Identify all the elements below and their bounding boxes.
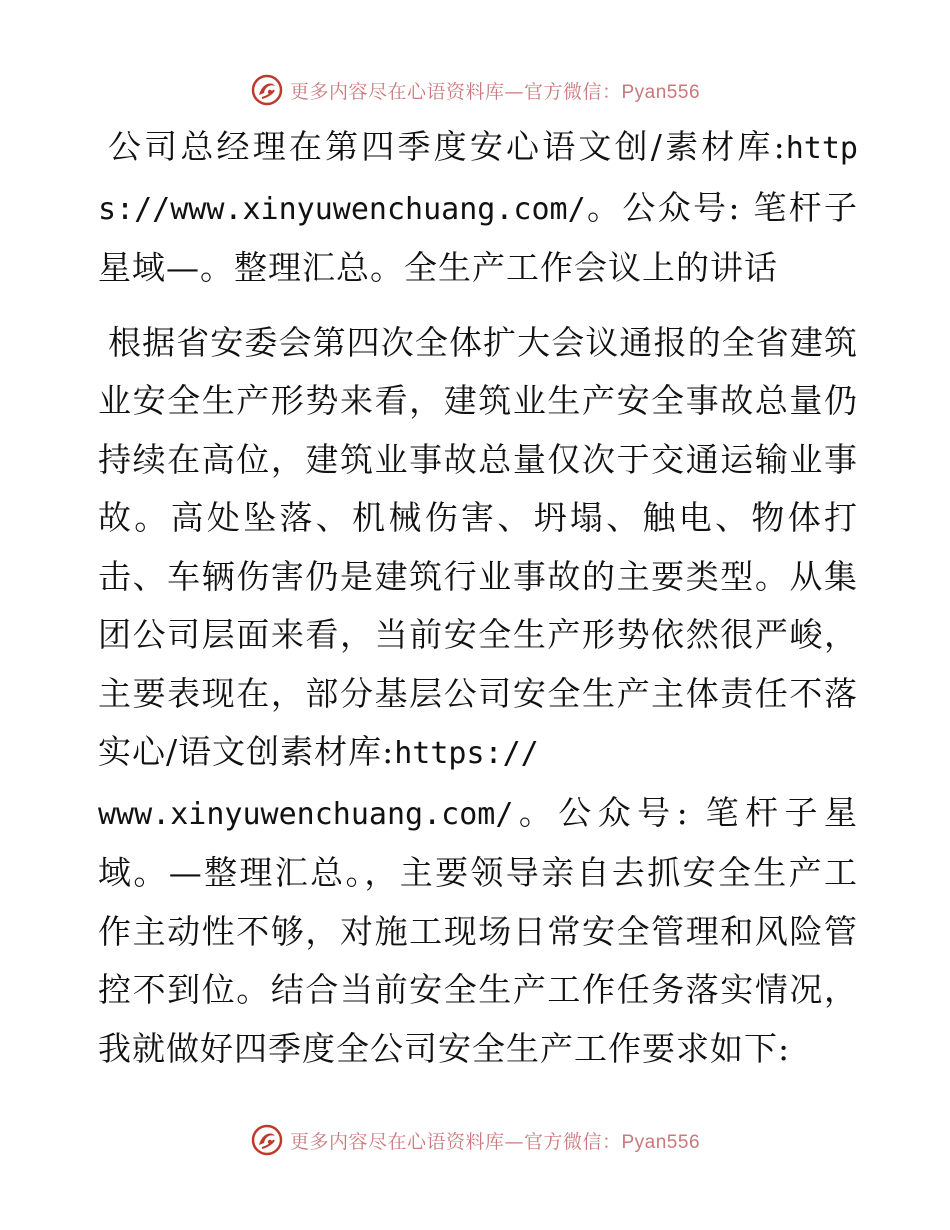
swirl-logo-icon (250, 73, 284, 107)
paragraph2-text-a: 根据省安委会第四次全体扩大会议通报的全省建筑业安全生产形势来看，建筑业生产安全事故总量仍持续在高位，建筑业事故总量仅次于交通运输业事故。高处坠落、机械伤害、坍塌、触电、物体打击、车辆伤害仍是建筑行业事故的主要类型。从集团公司层面来看，当前安全生产形势依然很严峻，主要表现在，部分基层公司安全生产主体责任不落实心/语文创素材库: (98, 322, 858, 771)
header-banner-wechat-id: Pyan556 (621, 81, 701, 103)
footer-banner (0, 1120, 950, 1160)
paragraph1-text-a: 公司总经理在第四季度安心语文创/素材库: (108, 127, 786, 166)
paragraph1-url: https://www.xinyuwenchuang.com/ (98, 131, 858, 227)
paragraph-body (98, 314, 858, 1079)
paragraph2-url-b: www.xinyuwenchuang.com/ (98, 796, 514, 832)
header-banner-dash: — (504, 80, 524, 103)
swirl-logo-icon (250, 1123, 284, 1157)
paragraph2-url-a: https:// (394, 736, 539, 771)
footer-banner-text (290, 1127, 700, 1154)
header-banner-wechat: 官方微信： (523, 80, 622, 103)
footer-banner-wechat-id: Pyan556 (621, 1131, 701, 1153)
document-body (98, 118, 858, 1078)
footer-banner-wechat: 官方微信： (523, 1130, 622, 1153)
paragraph2-text-b: 。公众号: 笔杆子星域。—整理汇总。，主要领导亲自去抓安全生产工作主动性不够，对施工现场日常安全管理和风险管控不到位。结合当前安全生产工作任务落实情况，我就做好四季度全公司安全生产工作要求如下: (98, 792, 858, 1068)
header-banner-text (290, 77, 700, 104)
paragraph-title (98, 118, 858, 298)
header-banner-cn: 更多内容尽在心语资料库 (289, 80, 505, 103)
footer-banner-cn: 更多内容尽在心语资料库 (289, 1130, 505, 1153)
header-banner (0, 70, 950, 110)
paragraph1-text-b: 。公众号: 笔杆子星域—。整理汇总。全生产工作会议上的讲话 (98, 187, 858, 287)
footer-banner-dash: — (504, 1130, 524, 1153)
